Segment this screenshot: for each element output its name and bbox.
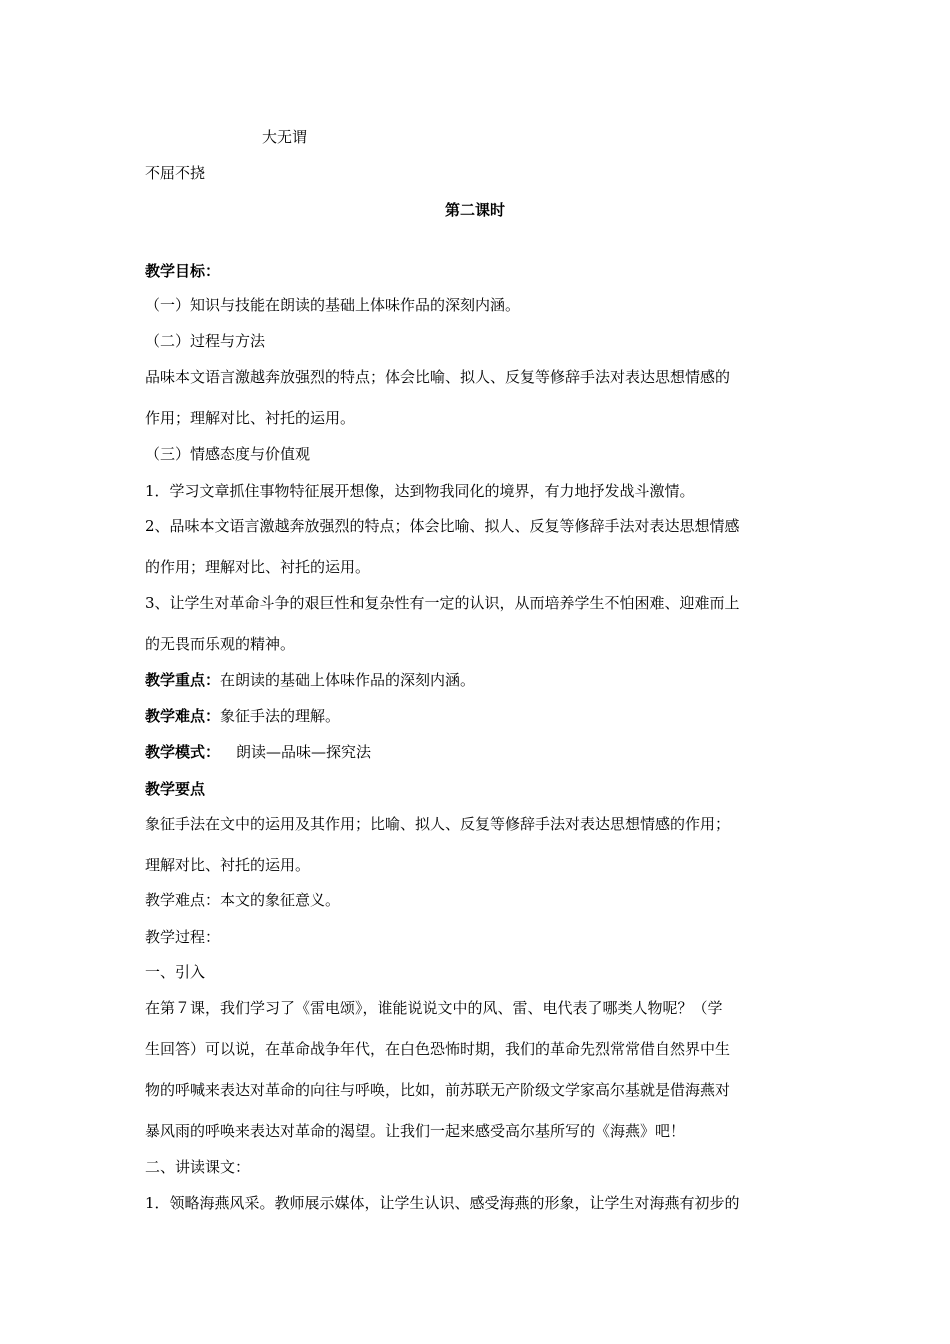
objective-paragraph-2a: 2、品味本文语言激越奔放强烈的特点；体会比喻、拟人、反复等修辞手法对表达思想情感 [145, 517, 740, 535]
key-points-text-a: 象征手法在文中的运用及其作用；比喻、拟人、反复等修辞手法对表达思想情感的作用； [145, 815, 731, 833]
teaching-focus-text: 在朗读的基础上体味作品的深刻内涵。 [220, 671, 476, 689]
intro-text-a: 在第７课，我们学习了《雷电颂》，谁能说说文中的风、雷、电代表了哪类人物呢？（学 [145, 999, 723, 1017]
top-line-1: 大无谓 [262, 128, 308, 146]
objective-paragraph-2b: 的作用；理解对比、衬托的运用。 [145, 558, 371, 576]
teaching-mode-label: 教学模式： [145, 743, 221, 761]
lesson-title: 第二课时 [444, 201, 505, 219]
process-heading: 教学过程： [145, 928, 221, 946]
reading-heading: 二、讲读课文： [145, 1158, 251, 1176]
teaching-focus-label: 教学重点： [145, 671, 221, 689]
teaching-difficulty-text: 象征手法的理解。 [220, 707, 341, 725]
intro-text-c: 物的呼喊来表达对革命的向往与呼唤，比如，前苏联无产阶级文学家高尔基就是借海燕对 [145, 1081, 731, 1099]
teaching-difficulty-2: 教学难点：本文的象征意义。 [145, 891, 341, 909]
reading-item-1: 1．领略海燕风采。教师展示媒体，让学生认识、感受海燕的形象，让学生对海燕有初步的 [145, 1194, 740, 1212]
objective-paragraph-3b: 的无畏而乐观的精神。 [145, 635, 296, 653]
intro-text-b: 生回答）可以说，在革命战争年代，在白色恐怖时期，我们的革命先烈常常借自然界中生 [145, 1040, 731, 1058]
teaching-focus [145, 670, 475, 690]
intro-heading: 一、引入 [145, 963, 206, 981]
top-line-2: 不屈不挠 [145, 164, 206, 182]
objectives-heading: 教学目标： [145, 262, 221, 280]
teaching-mode [145, 742, 371, 762]
objective-item-2-text-a: 品味本文语言激越奔放强烈的特点；体会比喻、拟人、反复等修辞手法对表达思想情感的 [145, 368, 731, 386]
intro-text-d: 暴风雨的呼唤来表达对革命的渴望。让我们一起来感受高尔基所写的《海燕》吧！ [145, 1122, 686, 1140]
objective-item-1: （一）知识与技能在朗读的基础上体味作品的深刻内涵。 [145, 296, 521, 314]
teaching-difficulty-label: 教学难点： [145, 707, 221, 725]
objective-item-2: （二）过程与方法 [145, 332, 266, 350]
objective-paragraph-1: 1．学习文章抓住事物特征展开想像，达到物我同化的境界，有力地抒发战斗激情。 [145, 482, 695, 500]
objective-item-2-text-b: 作用；理解对比、衬托的运用。 [145, 409, 356, 427]
teaching-mode-text: 朗读—品味—探究法 [236, 743, 372, 761]
objective-item-3: （三）情感态度与价值观 [145, 445, 311, 463]
key-points-heading: 教学要点 [145, 780, 206, 798]
objective-paragraph-3a: 3、让学生对革命斗争的艰巨性和复杂性有一定的认识，从而培养学生不怕困难、迎难而上 [145, 594, 740, 612]
teaching-difficulty [145, 706, 340, 726]
key-points-text-b: 理解对比、衬托的运用。 [145, 856, 311, 874]
